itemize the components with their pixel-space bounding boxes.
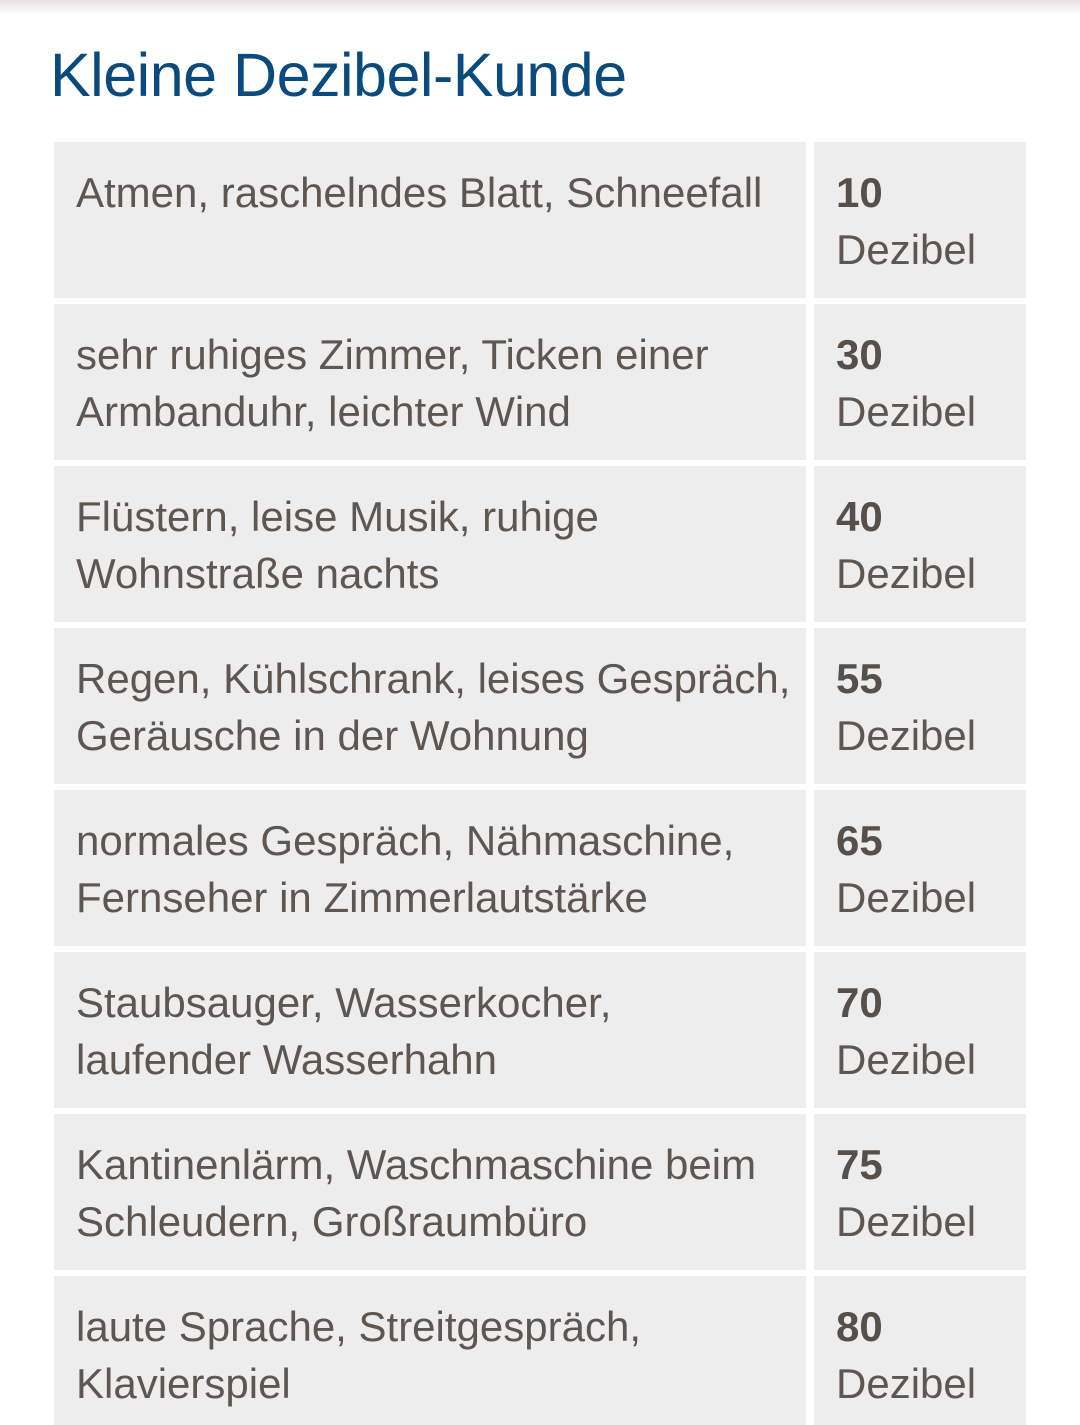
table-row <box>54 1114 1026 1270</box>
row-value-cell <box>814 790 1026 946</box>
decibel-value: 30 <box>836 331 883 378</box>
table-row <box>54 1276 1026 1425</box>
decibel-value: 10 <box>836 169 883 216</box>
row-value-cell <box>814 1114 1026 1270</box>
decibel-unit: Dezibel <box>836 712 977 759</box>
row-description: sehr ruhiges Zimmer, Ticken einer Armbanduhr, leichter Wind <box>54 304 806 460</box>
row-description: laute Sprache, Streitgespräch, Klavierspiel <box>54 1276 806 1425</box>
table-row <box>54 304 1026 460</box>
top-shadow-divider <box>0 0 1080 14</box>
row-value-cell <box>814 628 1026 784</box>
decibel-value: 80 <box>836 1303 883 1350</box>
decibel-value: 40 <box>836 493 883 540</box>
decibel-unit: Dezibel <box>836 1198 977 1245</box>
decibel-unit: Dezibel <box>836 1360 977 1407</box>
decibel-unit: Dezibel <box>836 226 977 273</box>
row-value-cell <box>814 304 1026 460</box>
row-description: Atmen, raschelndes Blatt, Schneefall <box>54 142 806 298</box>
table-row <box>54 628 1026 784</box>
table-row <box>54 142 1026 298</box>
row-value-cell <box>814 466 1026 622</box>
row-description: normales Gespräch, Nähmaschine, Fernseher in Zimmerlautstärke <box>54 790 806 946</box>
row-description: Kantinenlärm, Waschmaschine beim Schleudern, Großraumbüro <box>54 1114 806 1270</box>
table-row <box>54 466 1026 622</box>
row-description: Regen, Kühlschrank, leises Gespräch, Geräusche in der Wohnung <box>54 628 806 784</box>
decibel-table <box>54 142 1026 1425</box>
decibel-value: 55 <box>836 655 883 702</box>
row-value-cell <box>814 952 1026 1108</box>
decibel-value: 70 <box>836 979 883 1026</box>
decibel-value: 75 <box>836 1141 883 1188</box>
row-value-cell <box>814 142 1026 298</box>
decibel-unit: Dezibel <box>836 550 977 597</box>
decibel-value: 65 <box>836 817 883 864</box>
decibel-unit: Dezibel <box>836 1036 977 1083</box>
row-description: Staubsauger, Wasserkocher, laufender Wasserhahn <box>54 952 806 1108</box>
page-title: Kleine Dezibel-Kunde <box>50 41 627 109</box>
decibel-unit: Dezibel <box>836 874 977 921</box>
row-description: Flüstern, leise Musik, ruhige Wohnstraße nachts <box>54 466 806 622</box>
decibel-unit: Dezibel <box>836 388 977 435</box>
table-row <box>54 952 1026 1108</box>
table-row <box>54 790 1026 946</box>
row-value-cell <box>814 1276 1026 1425</box>
